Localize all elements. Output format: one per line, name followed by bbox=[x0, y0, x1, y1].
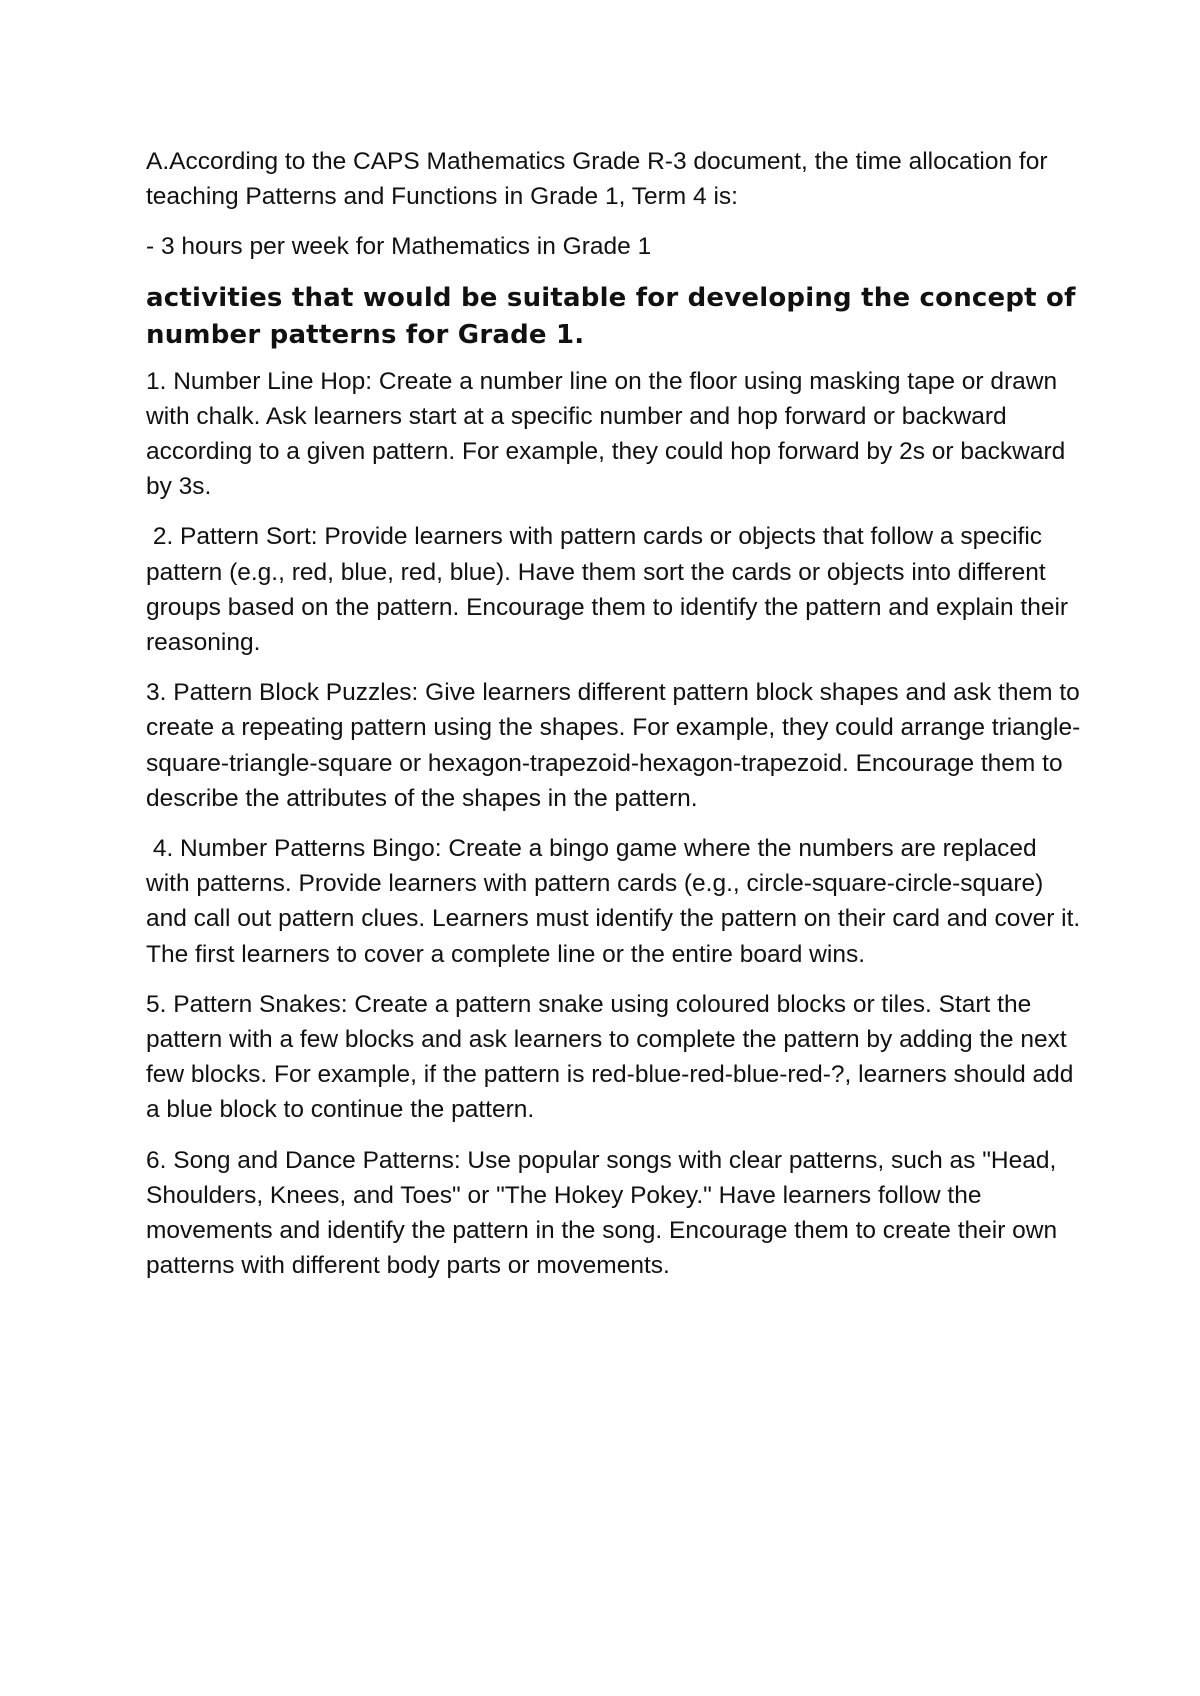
document-body bbox=[146, 144, 1086, 1298]
intro-paragraph: A.According to the CAPS Mathematics Grade R-3 document, the time allocation for teaching Patterns and Functions in Grade 1, Term 4 is: bbox=[146, 148, 1055, 211]
activity-number-patterns-bingo: 4. Number Patterns Bingo: Create a bingo game where the numbers are replaced with patterns. Provide learners with pattern cards (e.g., circle-square-circle-square) and call out pattern clues. Learners must identify the pattern on their card and cover it. The first learners to cover a complete line or the entire board wins. bbox=[146, 835, 1087, 968]
activity-pattern-sort: 2. Pattern Sort: Provide learners with pattern cards or objects that follow a specific pattern (e.g., red, blue, red, blue). Have them sort the cards or objects into different groups based on the pattern. Encourage them to identify the pattern and explain their reasoning. bbox=[146, 523, 1075, 657]
activity-number-line-hop: 1. Number Line Hop: Create a number line on the floor using masking tape or drawn with chalk. Ask learners start at a specific number and hop forward or backward according to a given pattern. For example, they could hop forward by 2s or backward by 3s. bbox=[146, 367, 1073, 501]
activity-song-and-dance-patterns: 6. Song and Dance Patterns: Use popular songs with clear patterns, such as "Head, Shoulders, Knees, and Toes" or "The Hokey Pokey." Have learners follow the movements and identify the pattern in the song. Encourage them to create their own patterns with different body parts or movements. bbox=[146, 1146, 1064, 1280]
activity-pattern-snakes: 5. Pattern Snakes: Create a pattern snake using coloured blocks or tiles. Start the pattern with a few blocks and ask learners to complete the pattern by adding the next few blocks. For example, if the pattern is red-blue-red-blue-red-?, learners should add a blue block to continue the pattern. bbox=[146, 990, 1081, 1124]
activity-pattern-block-puzzles: 3. Pattern Block Puzzles: Give learners different pattern block shapes and ask them to create a repeating pattern using the shapes. For example, they could arrange triangle-square-triangle-square or hexagon-trapezoid-hexagon-trapezoid. Encourage them to describe the attributes of the shapes in the pattern. bbox=[146, 679, 1087, 812]
time-allocation-note: - 3 hours per week for Mathematics in Grade 1 bbox=[146, 233, 652, 261]
activities-heading: activities that would be suitable for developing the concept of number patterns for Grade 1. bbox=[146, 282, 1076, 350]
